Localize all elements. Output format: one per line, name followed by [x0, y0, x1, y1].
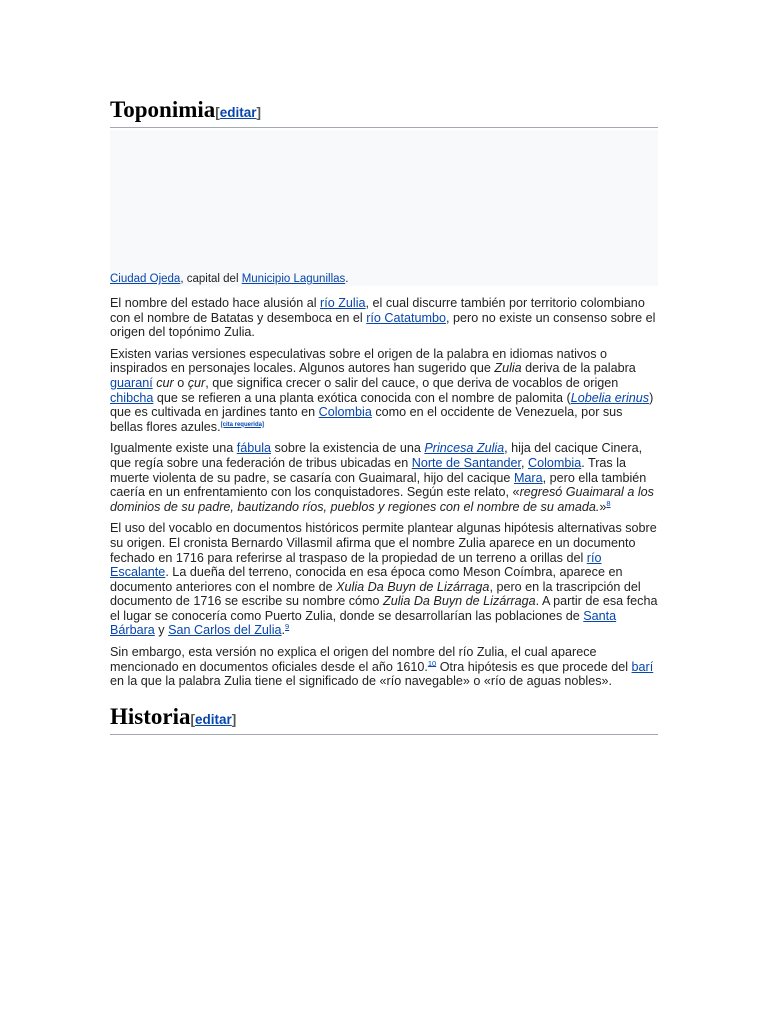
- link-rio-catatumbo[interactable]: río Catatumbo: [366, 310, 447, 325]
- link-colombia-2[interactable]: Colombia: [528, 455, 582, 470]
- link-lobelia-erinus[interactable]: Lobelia erinus: [570, 390, 650, 405]
- reference-link-8[interactable]: 8: [606, 498, 611, 508]
- link-chibcha[interactable]: chibcha: [110, 390, 154, 405]
- reference-link-9[interactable]: 9: [285, 622, 290, 632]
- section-title: Historia: [110, 703, 191, 729]
- link-rio-zulia[interactable]: río Zulia: [320, 296, 366, 310]
- edit-section: [editar]: [190, 711, 237, 727]
- section-title: Toponimia: [110, 97, 216, 122]
- link-guarani[interactable]: guaraní: [110, 375, 153, 390]
- article-content: [110, 96, 658, 735]
- link-colombia[interactable]: Colombia: [318, 405, 372, 420]
- figure-caption: Ciudad Ojeda, capital del Municipio Lagunillas.: [110, 273, 349, 285]
- link-bari[interactable]: barí: [631, 659, 654, 674]
- citation-needed-link[interactable]: [cita requerida]: [220, 421, 264, 428]
- section-heading-toponimia: [110, 96, 658, 128]
- paragraph-5: Sin embargo, esta versión no explica el origen del nombre del río Zulia, el cual aparece mencionado en documentos oficiales desde el año 1610.10 Otra hipótesis es que procede del barí en la que la palabra Zulia tiene el significado de «río navegable» o «río de aguas nobles».: [110, 645, 654, 689]
- edit-link-historia[interactable]: editar: [195, 711, 232, 727]
- link-san-carlos-del-zulia[interactable]: San Carlos del Zulia: [168, 623, 282, 638]
- paragraph-1: El nombre del estado hace alusión al río Zulia, el cual discurre también por territorio colombiano con el nombre de Batatas y desemboca en el río Catatumbo, pero no existe un consenso sobre el origen del topónimo Zulia.: [110, 296, 656, 340]
- link-santa-barbara[interactable]: Santa Bárbara: [110, 608, 617, 638]
- link-mara[interactable]: Mara: [513, 470, 543, 485]
- paragraph-4: El uso del vocablo en documentos históricos permite plantear algunas hipótesis alternativas sobre su origen. El cronista Bernardo Villasmil afirma que el nombre Zulia aparece en un documento fechado en 1716 para referirse al traspaso de la propiedad de un terreno a orillas del río Escalante. La dueña del terreno, conocida en esa época como Meson Coímbra, aparece en documento anteriores con el nombre de Xulia Da Buyn de Lizárraga, pero en la trascripción del documento de 1716 se escribe su nombre cómo Zulia Da Buyn de Lizárraga. A partir de esa fecha el lugar se conocería como Puerto Zulia, donde se desarrollarían las poblaciones de Santa Bárbara y San Carlos del Zulia.$^9$: [110, 521, 658, 638]
- paragraph-3: Igualmente existe una fábula sobre la existencia de una Princesa Zulia, hija del cacique Cinera, que regía sobre una federación de tribus ubicadas en Norte de Santander, Colombia. Tras la muerte violenta de su padre, se casaría con Guaimaral, hijo del cacique Mara, pero ella también caería en un enfrentamiento con los conquistadores. Según este relato, «regresó Guaimaral a los dominios de su padre, bautizando ríos, pueblos y regiones con el nombre de su amada.»$^8$: [110, 441, 654, 514]
- link-norte-de-santander[interactable]: Norte de Santander: [411, 455, 521, 470]
- edit-link-toponimia[interactable]: editar: [219, 105, 257, 120]
- image-figure: [110, 130, 658, 286]
- link-rio-escalante[interactable]: río Escalante: [110, 550, 602, 580]
- caption-link-municipio-lagunillas[interactable]: Municipio Lagunillas: [241, 273, 346, 285]
- section-heading-historia: [110, 703, 658, 735]
- caption-link-ciudad-ojeda[interactable]: Ciudad Ojeda: [110, 273, 181, 285]
- link-fabula[interactable]: fábula: [236, 441, 272, 456]
- link-princesa-zulia[interactable]: Princesa Zulia: [424, 441, 505, 456]
- paragraph-2: Existen varias versiones especulativas sobre el origen de la palabra en idiomas nativos o inspirados en personajes locales. Algunos autores han sugerido que Zulia deriva de la palabra guaraní cur o çur, que significa crecer o salir del cauce, o que deriva de vocablos de origen chibcha que se refieren a una planta exótica conocida con el nombre de palomita (Lobelia erinus) que es cultivada en jardines tanto en Colombia como en el occidente de Venezuela, por sus bellas flores azules.[cita requerida]: [110, 346, 654, 434]
- edit-section: [editar]: [215, 105, 262, 120]
- reference-link-10[interactable]: 10: [427, 658, 437, 668]
